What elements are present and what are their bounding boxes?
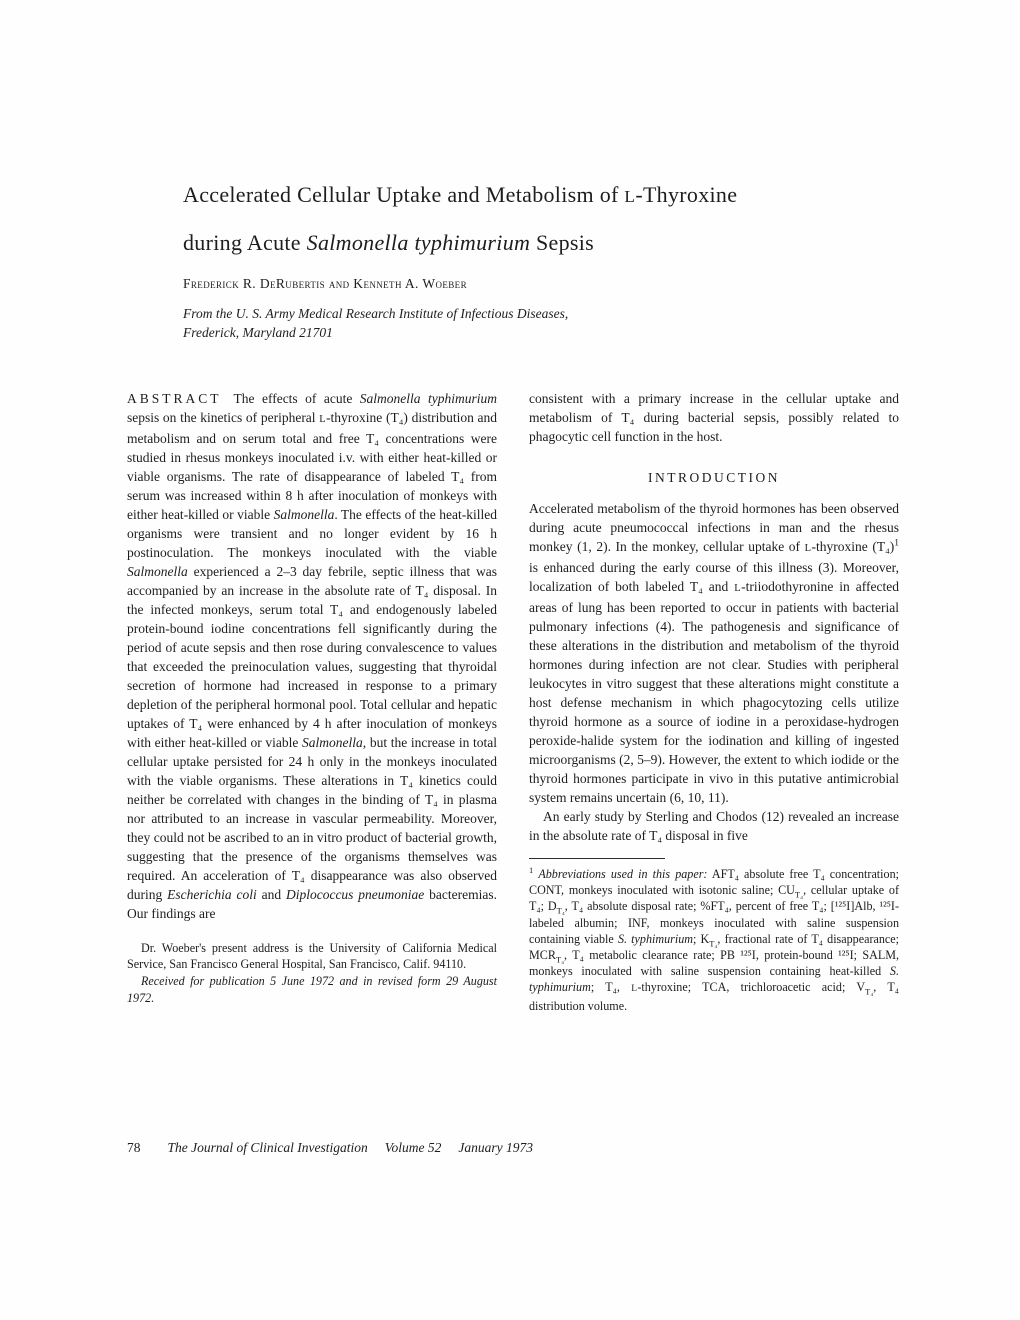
introduction-heading: INTRODUCTION — [648, 470, 780, 485]
journal-name: The Journal of Clinical Investigation — [167, 1140, 368, 1155]
continuation-paragraph: consistent with a primary increase in the cellular uptake and metabolism of T₄ during bacterial sepsis, possibly related to phagocytic cell function in the host. — [529, 391, 899, 444]
abstract-paragraph — [127, 389, 497, 923]
intro-paragraph-1: Accelerated metabolism of the thyroid hormones has been observed during acute pneumococcal infections in man and the rhesus monkey (1, 2). In the monkey, cellular uptake of L-thyroxine $(T_4)^1$ is enhanced during the early course of this illness (3). Moreover, localization of both labeled T₄ and L-triiodothyronine in affected areas of lung has been reported to occur in patients with bacterial pulmonary infections (4). The pathogenesis and significance of these alterations in the distribution and metabolism of the thyroid hormones during infection are not clear. Studies with peripheral leukocytes in vitro suggest that these alterations might constitute a host defense mechanism in which phagocytozing cells utilize thyroid hormone as a source of iodine in a peroxidase-hydrogen peroxide-halide system for the iodination and killing of ingested microorganisms (2, 5–9). However, the extent to which iodide or the thyroid hormones participate in vivo in this putative antimicrobial system remains uncertain (6, 10, 11). — [529, 501, 899, 805]
right-column — [529, 389, 899, 1014]
affiliation-line-1: From the U. S. Army Medical Research Institute of Infectious Diseases, — [183, 306, 569, 321]
abbreviations-footnote: $^1$ Abbreviations used in this paper: AFT₄ absolute free T₄ concentration; CONT, monkeys inoculated with isotonic saline; $CU_{T_4}$, cellular uptake of T₄; $D_{T_4}$, T₄ absolute disposal rate; %FT₄, percent of free T₄; [¹²⁵I]Alb, ¹²⁵I-labeled albumin; INF, monkeys inoculated with saline suspension containing viable S. typhimurium; $K_{T_4}$, fractional rate of T₄ disappearance; $MCR_{T_4}$, T₄ metabolic clearance rate; PB ¹²⁵I, protein-bound ¹²⁵I; SALM, monkeys inoculated with saline suspension containing heat-killed S. typhimurium; T₄, L-thyroxine; TCA, trichloroacetic acid; $V_{T_4}$, T₄ distribution volume. — [529, 864, 899, 1013]
title-line-1: Accelerated Cellular Uptake and Metabolism of L-Thyroxine — [183, 182, 738, 207]
abstract-text: The effects of acute Salmonella typhimurium sepsis on the kinetics of peripheral L-thyroxine (T₄) distribution and metabolism and on serum total and free T₄ concentrations were studied in rhesus monkeys inoculated i.v. with either heat-killed or viable organisms. The rate of disappearance of labeled T₄ from serum was increased within 8 h after inoculation of monkeys with either heat-killed or viable Salmonella. The effects of the heat-killed organisms were transient and no longer evident by 16 h postinoculation. The monkeys inoculated with the viable Salmonella experienced a 2–3 day febrile, septic illness that was accompanied by an increase in the absolute rate of T₄ disposal. In the infected monkeys, serum total T₄ and endogenously labeled protein-bound iodine concentrations fell significantly during the period of acute sepsis and then rose during convalescence to values that exceeded the preinoculation values, suggesting that thyroidal secretion of hormone had increased in response to a primary depletion of the peripheral hormonal pool. Total cellular and hepatic uptakes of T₄ were enhanced by 4 h after inoculation of monkeys with either heat-killed or viable Salmonella, but the increase in total cellular uptake persisted for 24 h only in the monkeys inoculated with the viable organisms. These alterations in T₄ kinetics could neither be correlated with changes in the binding of T₄ in plasma nor attributed to an increase in vascular permeability. Moreover, they could not be ascribed to an in vitro product of bacterial growth, suggesting that the presence of the organisms themselves was required. An acceleration of T₄ disappearance was also observed during Escherichia coli and Diplococcus pneumoniae bacteremias. Our findings are — [127, 391, 498, 921]
article-body — [127, 389, 899, 1014]
footnote-divider — [529, 858, 665, 859]
left-column — [127, 389, 497, 1014]
issue-date: January 1973 — [458, 1140, 533, 1155]
left-footnotes — [127, 940, 497, 1006]
affiliation-line-2: Frederick, Maryland 21701 — [183, 325, 333, 340]
footnote-address: Dr. Woeber's present address is the University of California Medical Service, San Francisco General Hospital, San Francisco, Calif. 94110. — [127, 941, 497, 972]
footnote-received: Received for publication 5 June 1972 and in revised form 29 August 1972. — [127, 974, 497, 1005]
page-number: 78 — [127, 1140, 141, 1155]
page-footer — [127, 1140, 899, 1156]
abstract-label: ABSTRACT — [127, 391, 222, 406]
intro-paragraph-2: An early study by Sterling and Chodos (12) revealed an increase in the absolute rate of T₄ disposal in five — [529, 809, 899, 843]
authors-line: Frederick R. DeRubertis and Kenneth A. Woeber — [183, 276, 467, 291]
affiliation — [183, 304, 883, 342]
title-line-2: during Acute Salmonella typhimurium Sepsis — [183, 230, 595, 255]
paper-title — [183, 172, 903, 266]
volume-label: Volume 52 — [384, 1140, 442, 1155]
